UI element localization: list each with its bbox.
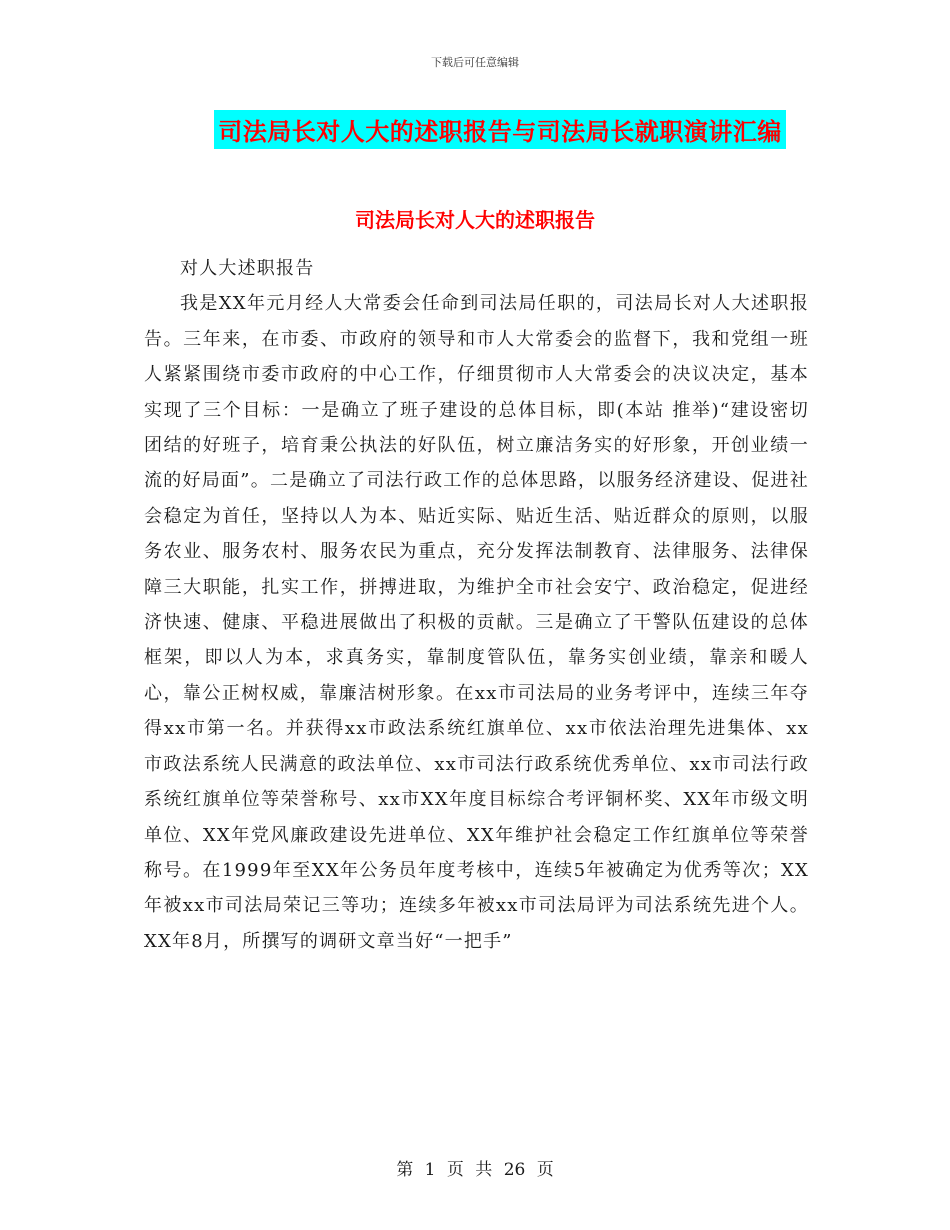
page-number-footer: 第 1 页 共 26 页 <box>396 1160 554 1180</box>
main-title: 司法局长对人大的述职报告与司法局长就职演讲汇编 <box>214 110 786 149</box>
section-title: 司法局长对人大的述职报告 <box>355 208 595 232</box>
paragraph: 我是XX年元月经人大常委会任命到司法局任职的，司法局长对人大述职报告。三年来，在市委、市政府的领导和市人大常委会的监督下，我和党组一班人紧紧围绕市委市政府的中心工作，仔细贯彻市人大常委会的决议决定，基本实现了三个目标：一是确立了班子建设的总体目标，即(本站 推举)“建设密切团结的好班子，培育秉公执法的好队伍，树立廉洁务实的好形象，开创业绩一流的好局面”。二是确立了司法行政工作的总体思路，以服务经济建设、促进社会稳定为首任，坚持以人为本、贴近实际、贴近生活、贴近群众的原则，以服务农业、服务农村、服务农民为重点，充分发挥法制教育、法律服务、法律保障三大职能，扎实工作，拼搏进取，为维护全市社会安宁、政治稳定，促进经济快速、健康、平稳进展做出了积极的贡献。三是确立了干警队伍建设的总体框架，即以人为本，求真务实，靠制度管队伍，靠务实创业绩，靠亲和暖人心，靠公正树权威，靠廉洁树形象。在xx市司法局的业务考评中，连续三年夺得xx市第一名。并获得xx市政法系统红旗单位、xx市依法治理先进集体、xx市政法系统人民满意的政法单位、xx市司法行政系统优秀单位、xx市司法行政系统红旗单位等荣誉称号、xx市XX年度目标综合考评铜杯奖、XX年市级文明单位、XX年党风廉政建设先进单位、XX年维护社会稳定工作红旗单位等荣誉称号。在1999年至XX年公务员年度考核中，连续5年被确定为优秀等次；XX年被xx市司法局荣记三等功；连续多年被xx市司法局评为司法系统先进个人。XX年8月，所撰写的调研文章当好“一把手” <box>144 293 809 952</box>
main-title-container <box>0 110 950 149</box>
header-note: 下载后可任意编辑 <box>431 56 519 69</box>
body-text <box>144 251 809 959</box>
paragraph: 对人大述职报告 <box>180 258 315 279</box>
